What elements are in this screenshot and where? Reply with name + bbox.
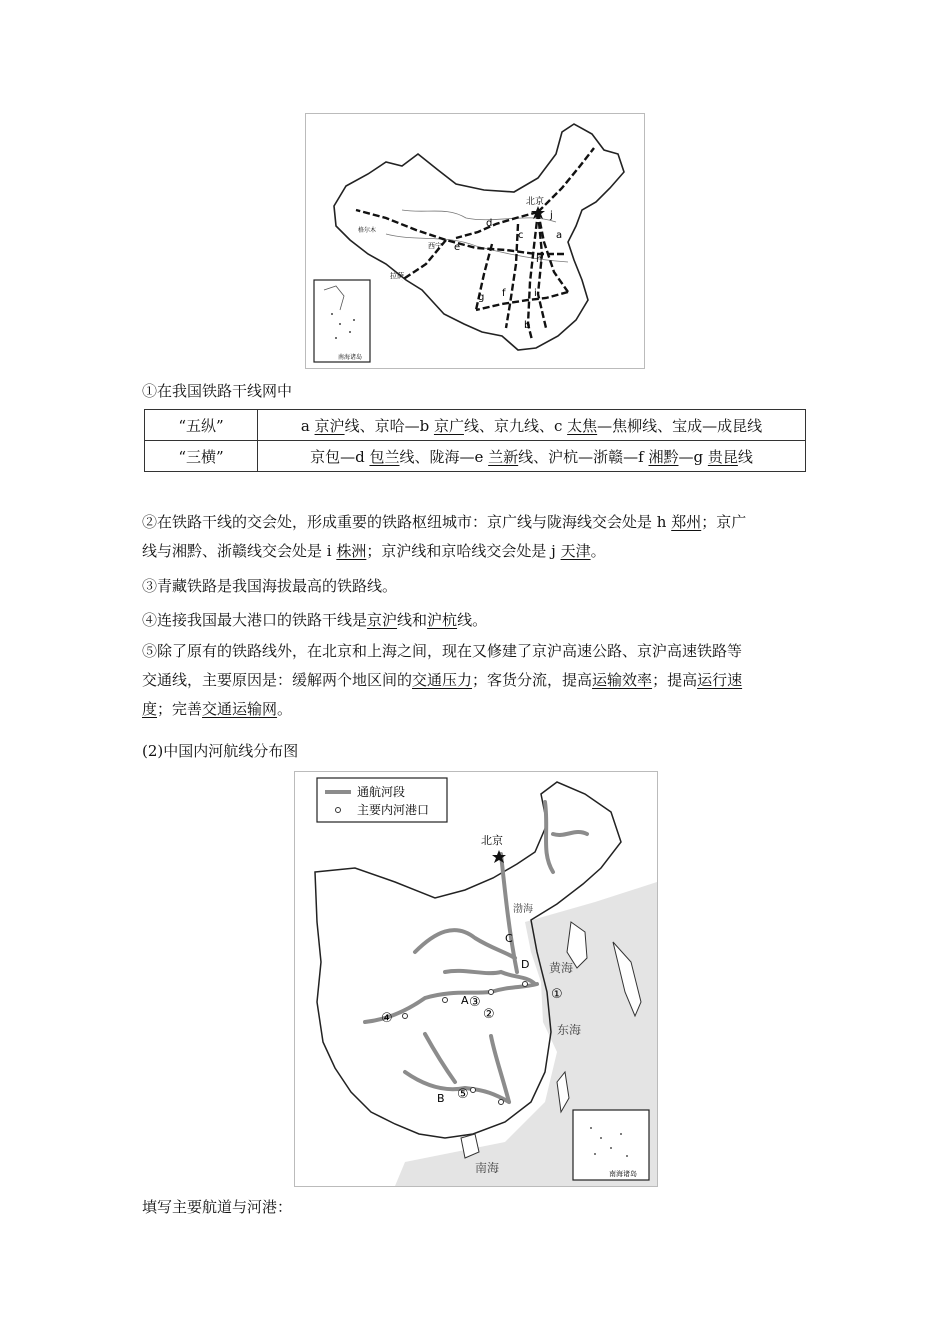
port-marker-4: ④	[381, 1011, 393, 1026]
port-marker-3: ③	[469, 995, 481, 1010]
map1-beijing-label: 北京	[526, 197, 545, 207]
rail-letter-e: e	[454, 242, 461, 253]
footer-text: 填写主要航道与河港：	[142, 1198, 293, 1216]
rail-letter-i: i	[534, 288, 537, 299]
item3: ③青藏铁路是我国海拔最高的铁路线。	[142, 577, 398, 595]
port-marker-2: ②	[483, 1007, 495, 1022]
waterway-letter-D: D	[521, 958, 530, 971]
item5: ⑤除了原有的铁路线外，在北京和上海之间，现在又修建了京沪高速公路、京沪高速铁路等 交通线，主要原因是：缓解两个地区间的交通压力；客货分流，提高运输效率；提高运行速 度；完善交通运输网。	[142, 642, 743, 718]
rail-letter-g: g	[478, 292, 485, 303]
map2-huanghai-label: 黄海	[549, 961, 574, 975]
row-key-wuzong: “五纵”	[145, 410, 258, 441]
legend-port: 主要内河港口	[357, 803, 430, 817]
map2-inset-label: 南海诸岛	[609, 1170, 637, 1178]
legend-navigable: 通航河段	[357, 785, 406, 799]
rail-letter-d: d	[486, 218, 493, 229]
waterway-letter-A: A	[461, 994, 469, 1007]
map2-bohai-label: 渤海	[513, 904, 533, 915]
waterway-letter-C: C	[505, 932, 513, 945]
item2: ②在铁路干线的交会处，形成重要的铁路枢纽城市：京广线与陇海线交会处是 h 郑州；京广 线与湘黔、浙赣线交会处是 i 株洲；京沪线和京哈线交会处是 j 天津。	[142, 513, 747, 560]
waterway-letter-B: B	[437, 1092, 445, 1105]
map2-donghai-label: 东海	[557, 1023, 582, 1037]
map1-xining-label: 西宁	[428, 242, 442, 250]
row-key-sanheng: “三横”	[145, 441, 258, 472]
rail-letter-h: h	[536, 254, 543, 265]
rail-letter-c: c	[518, 230, 524, 241]
table-row	[145, 441, 806, 472]
item1-title: ①在我国铁路干线网中	[142, 382, 293, 400]
map2-nanhai-label: 南海	[475, 1161, 500, 1175]
rail-letter-a: a	[556, 230, 563, 241]
waterway-map	[294, 771, 658, 1187]
port-marker-5: ⑤	[457, 1087, 469, 1102]
row-value-sanheng: 京包—d 包兰线、陇海—e 兰新线、沪杭—浙赣—f 湘黔—g 贵昆线	[258, 441, 806, 472]
rail-letter-f: f	[502, 288, 506, 299]
map1-inset-label: 南海诸岛	[338, 354, 363, 361]
port-marker-1: ①	[551, 987, 563, 1002]
railway-map	[305, 113, 645, 369]
row-value-wuzong: a 京沪线、京哈—b 京广线、京九线、c 太焦—焦柳线、宝成—成昆线	[258, 410, 806, 441]
item4: ④连接我国最大港口的铁路干线是京沪线和沪杭线。	[142, 611, 488, 629]
map1-lasa-label: 拉萨	[390, 272, 404, 280]
table-row	[145, 410, 806, 441]
rail-letter-b: b	[524, 320, 531, 331]
china-outline	[334, 124, 624, 350]
beijing-star-icon	[492, 850, 506, 863]
railway-table	[144, 409, 806, 472]
section2-title: (2)中国内河航线分布图	[142, 742, 299, 760]
rail-letter-j: j	[550, 210, 553, 221]
port-icon	[336, 808, 341, 813]
map2-beijing-label: 北京	[481, 834, 503, 847]
map1-geermu-label: 格尔木	[358, 227, 377, 234]
